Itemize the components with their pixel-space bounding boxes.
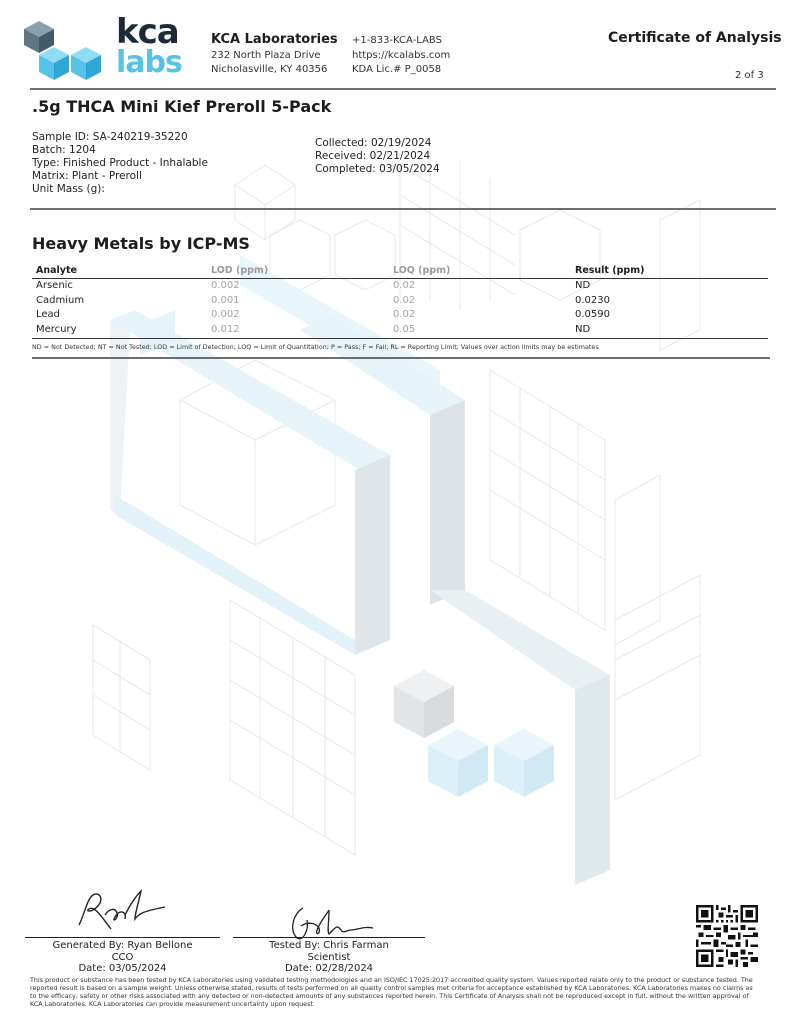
license-number: KDA Lic.# P_0058 — [352, 64, 442, 75]
address-line-1: 232 North Plaza Drive — [211, 50, 321, 61]
cell-analyte: Lead — [36, 309, 61, 320]
qr-code[interactable] — [696, 905, 758, 967]
cell-result: 0.0230 — [575, 294, 610, 306]
cell-loq: 0.02 — [393, 309, 416, 320]
section-title-heavy-metals: Heavy Metals by ICP-MS — [32, 234, 250, 253]
cell-result: ND — [575, 323, 591, 335]
cell-result: 0.0590 — [575, 309, 610, 320]
table-row — [0, 295, 792, 309]
tested-by-block — [233, 940, 425, 975]
cell-loq: 0.02 — [393, 280, 416, 291]
received-date: Received: 02/21/2024 — [315, 150, 431, 162]
product-title: .5g THCA Mini Kief Preroll 5-Pack — [32, 97, 332, 116]
table-bottom-rule — [32, 338, 768, 339]
cell-lod: 0.002 — [211, 280, 240, 291]
generated-by-date: Date: 03/05/2024 — [78, 963, 167, 974]
tested-by-role: Scientist — [307, 951, 351, 963]
table-row — [0, 324, 792, 338]
sample-type: Type: Finished Product - Inhalable — [32, 157, 208, 169]
logo-text-labs: labs — [116, 45, 182, 80]
sample-dates — [315, 137, 440, 176]
cell-loq: 0.02 — [393, 294, 416, 306]
table-row — [0, 280, 792, 294]
abbreviations-footnote: ND = Not Detected; NT = Not Tested; LOD = Limit of Detection; LOQ = Limit of Quantitation; P = Pass; F = Fail; RL = Reporting Limit; Values over action limits may be estimates — [32, 343, 599, 351]
sample-info — [32, 131, 208, 196]
col-header-result: Result (ppm) — [575, 265, 645, 276]
signature-ryan-bellone — [75, 885, 175, 937]
cell-result: ND — [575, 280, 591, 291]
tested-by-name: Tested By: Chris Farman — [269, 940, 389, 951]
signature-line-generated — [25, 937, 220, 938]
phone-number: +1-833-KCA-LABS — [352, 35, 442, 46]
signature-line-tested — [233, 937, 425, 938]
unit-mass: Unit Mass (g): — [32, 183, 105, 195]
info-divider — [30, 208, 776, 210]
col-header-lod: LOD (ppm) — [211, 265, 269, 276]
company-name: KCA Laboratories — [211, 32, 338, 47]
website-link[interactable]: https://kcalabs.com — [352, 50, 451, 61]
cell-analyte: Cadmium — [36, 294, 85, 306]
completed-date: Completed: 03/05/2024 — [315, 163, 440, 175]
document-title: Certificate of Analysis — [608, 30, 782, 46]
generated-by-name: Generated By: Ryan Bellone — [52, 940, 193, 951]
cell-loq: 0.05 — [393, 323, 416, 335]
cell-lod: 0.002 — [211, 309, 240, 320]
address-line-2: Nicholasville, KY 40356 — [211, 64, 328, 75]
batch-number: Batch: 1204 — [32, 144, 96, 156]
col-header-analyte: Analyte — [36, 265, 77, 276]
cell-analyte: Mercury — [36, 323, 77, 335]
cell-analyte: Arsenic — [36, 280, 73, 291]
sample-matrix: Matrix: Plant - Preroll — [32, 170, 142, 182]
col-header-loq: LOQ (ppm) — [393, 265, 451, 276]
generated-by-block — [25, 940, 220, 975]
table-header-rule — [32, 278, 768, 279]
logo-text-kca: kca — [116, 12, 179, 52]
kca-logo-cubes — [20, 18, 110, 84]
section-divider — [32, 357, 770, 359]
table-row — [0, 309, 792, 323]
cell-lod: 0.012 — [211, 323, 240, 335]
legal-disclaimer: This product or substance has been tested by KCA Laboratories using validated testing methodologies and an ISO/IEC 17025:2017 accredited quality system. Values reported relate only to the product or substance tested. The reported result is based on a sample weight. Unless otherwise stated, results of tests performed on all quality control samples met criteria for acceptance established by KCA Laboratories. KCA Laboratories makes no claims as to the efficacy, safety or other risks associated with any detected or non-detected amounts of any substances reported herein. This Certificate of Analysis shall not be reproduced except in full, without the written approval of KCA Laboratories. KCA Laboratories can provide measurement uncertainty upon request. — [30, 976, 753, 1008]
header-divider — [30, 88, 776, 90]
sample-id: Sample ID: SA-240219-35220 — [32, 131, 188, 143]
tested-by-date: Date: 02/28/2024 — [284, 963, 374, 974]
page-indicator: 2 of 3 — [735, 70, 764, 81]
generated-by-role: CCO — [111, 951, 134, 963]
collected-date: Collected: 02/19/2024 — [315, 137, 432, 149]
cell-lod: 0.001 — [211, 294, 240, 306]
signature-chris-farman — [285, 900, 375, 945]
